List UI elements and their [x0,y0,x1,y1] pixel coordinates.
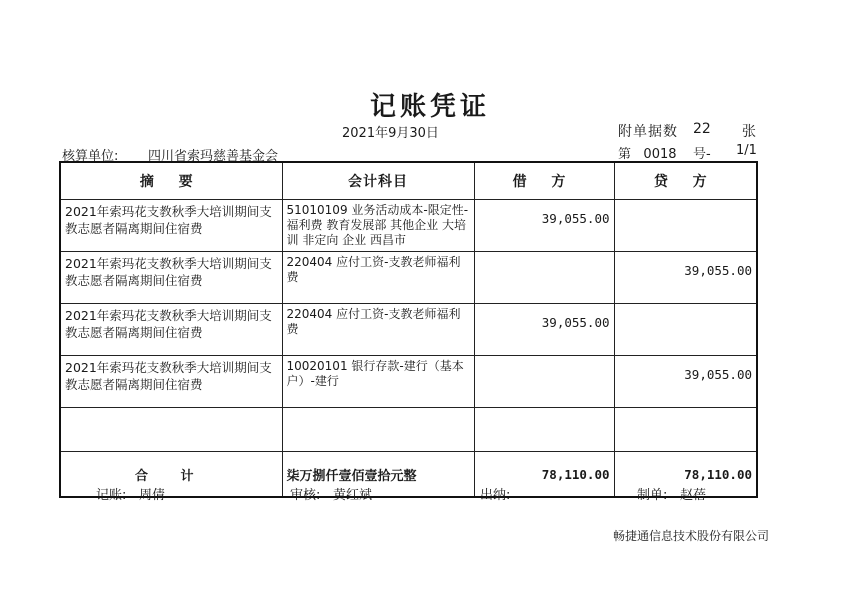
entry-summary: 2021年索玛花支教秋季大培训期间支教志愿者隔离期间住宿费 [60,304,282,356]
total-credit: 78,110.00 [614,452,757,498]
attachment-unit: 张 [742,124,756,140]
entry-debit [474,252,614,304]
entry-subject: 10020101 银行存款-建行（基本户）-建行 [282,356,474,408]
table-row [60,304,757,356]
header-credit: 贷 方 [614,162,757,200]
total-debit: 78,110.00 [474,452,614,498]
entry-summary: 2021年索玛花支教秋季大培训期间支教志愿者隔离期间住宿费 [60,252,282,304]
table-row [60,356,757,408]
entry-summary: 2021年索玛花支教秋季大培训期间支教志愿者隔离期间住宿费 [60,200,282,252]
entry-debit: 39,055.00 [474,200,614,252]
voucher-date: 2021年9月30日 [342,126,439,141]
bookkeeper-name: 周倩 [139,488,166,503]
table-header-row [60,162,757,200]
software-vendor: 畅捷通信息技术股份有限公司 [613,529,770,543]
voucher-table [59,161,758,498]
voucher-title: 记账凭证 [369,92,490,122]
entry-credit: 39,055.00 [614,356,757,408]
preparer-label: 制单: [637,488,668,503]
entry-subject: 51010109 业务活动成本-限定性-福利费 教育发展部 其他企业 大培训 非定向 企业 西昌市 [282,200,474,252]
empty-cell [614,408,757,452]
voucher-number [618,143,711,162]
reviewer-label: 审核: [290,488,321,503]
empty-cell [282,408,474,452]
empty-cell [60,408,282,452]
total-amount-words: 柒万捌仟壹佰壹拾元整 [282,452,474,498]
entry-credit [614,200,757,252]
total-label: 合 计 [60,452,282,498]
header-debit: 借 方 [474,162,614,200]
entry-debit [474,356,614,408]
reviewer-name: 黄红斌 [333,488,373,503]
voucher-suffix: 号- [693,147,711,162]
entry-credit [614,304,757,356]
header-subject: 会计科目 [282,162,474,200]
cashier-label: 出纳: [480,488,511,503]
empty-cell [474,408,614,452]
table-row [60,200,757,252]
voucher-prefix: 第 [618,147,632,162]
accounting-unit-label: 核算单位: [62,149,119,164]
entry-subject: 220404 应付工资-支教老师福利费 [282,252,474,304]
attachment-label: 附单据数 [618,124,678,140]
table-row-empty [60,408,757,452]
entry-summary: 2021年索玛花支教秋季大培训期间支教志愿者隔离期间住宿费 [60,356,282,408]
voucher-page: 1/1 [736,143,757,158]
accounting-unit-name: 四川省索玛慈善基金会 [148,149,279,164]
bookkeeper-label: 记账: [96,488,127,503]
attachment-count: 22 [693,121,711,137]
entry-debit: 39,055.00 [474,304,614,356]
voucher-no: 0018 [643,147,677,162]
entry-subject: 220404 应付工资-支教老师福利费 [282,304,474,356]
entry-credit: 39,055.00 [614,252,757,304]
preparer-name: 赵蓓 [680,488,707,503]
table-row [60,252,757,304]
header-summary: 摘 要 [60,162,282,200]
